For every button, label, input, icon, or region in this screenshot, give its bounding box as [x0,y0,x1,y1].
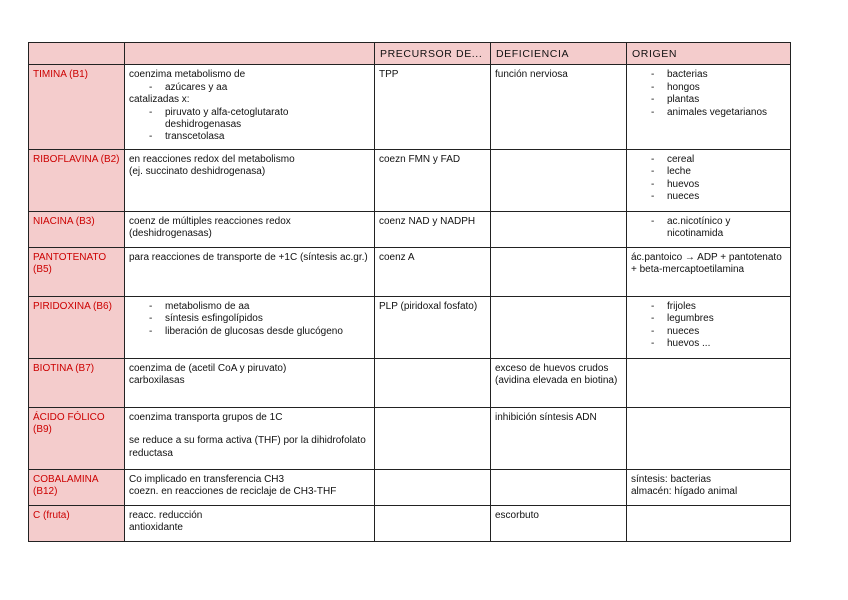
origen-cell [627,407,791,469]
description-cell [125,505,375,541]
origen-cell [627,296,791,358]
precursor-cell: PLP (piridoxal fosfato) [375,296,491,358]
header-deficiencia: DEFICIENCIA [491,43,627,65]
origen-list [631,301,786,351]
table-header-row [29,43,791,65]
list-item: - síntesis esfingolípidos [129,313,370,325]
origen-list [631,154,786,204]
vitamin-name: NIACINA (B3) [29,211,125,247]
deficiencia-cell [491,469,627,505]
description-line: coenzima metabolismo de [129,69,246,81]
description-cell [125,149,375,211]
precursor-cell [375,469,491,505]
deficiencia-cell: inhibición síntesis ADN [491,407,627,469]
description-list [129,82,370,94]
table-row [29,247,791,296]
list-item: - frijoles [631,301,786,313]
header-precursor: PRECURSOR DE... [375,43,491,65]
table-row [29,65,791,149]
description-line: Co implicado en transferencia CH3 [129,473,285,485]
list-item: - bacterias [631,69,786,81]
list-item: - huevos ... [631,338,786,350]
deficiencia-cell [491,247,627,296]
deficiencia-cell: exceso de huevos crudos (avidina elevada en biotina) [491,358,627,407]
origen-cell [627,65,791,149]
description-line: (deshidrogenasas) [129,228,212,240]
header-name [29,43,125,65]
list-item: - leche [631,166,786,178]
description-line: coezn. en reacciones de reciclaje de CH3-THF [129,486,337,498]
list-item: - ac.nicotínico y nicotinamida [631,216,786,241]
origen-cell [627,505,791,541]
description-cell [125,358,375,407]
description-cell [125,407,375,469]
list-item: - huevos [631,179,786,191]
vitamins-table [28,42,791,542]
list-item: - cereal [631,154,786,166]
table-row [29,296,791,358]
list-item: - plantas [631,94,786,106]
precursor-cell [375,358,491,407]
precursor-cell: coezn FMN y FAD [375,149,491,211]
description-line: antioxidante [129,522,183,534]
header-description [125,43,375,65]
origen-line: almacén: hígado animal [631,486,738,498]
list-item: - piruvato y alfa-cetoglutarato deshidrogenasas [129,107,370,132]
table-row [29,211,791,247]
list-item: - legumbres [631,313,786,325]
vitamin-name: COBALAMINA (B12) [29,469,125,505]
list-item: - nueces [631,326,786,338]
list-item: - hongos [631,82,786,94]
description-line: coenz de múltiples reacciones redox [129,215,291,227]
list-item: - metabolismo de aa [129,301,370,313]
vitamin-name: ÁCIDO FÓLICO (B9) [29,407,125,469]
table-row [29,407,791,469]
precursor-cell [375,505,491,541]
deficiencia-cell: escorbuto [491,505,627,541]
description-cell [125,247,375,296]
vitamin-name: BIOTINA (B7) [29,358,125,407]
deficiencia-cell [491,149,627,211]
origen-cell [627,469,791,505]
list-item: - nueces [631,191,786,203]
description-line: para reacciones de transporte de +1C (síntesis ac.gr.) [129,251,368,263]
origen-list [631,69,786,119]
origen-cell [627,149,791,211]
table-row [29,505,791,541]
description-line: coenzima de (acetil CoA y piruvato) [129,362,287,374]
vitamin-name: PIRIDOXINA (B6) [29,296,125,358]
origen-cell [627,358,791,407]
description-line: catalizadas x: [129,94,190,106]
deficiencia-cell [491,211,627,247]
table-row [29,469,791,505]
origen-line: síntesis: bacterias [631,473,712,485]
vitamin-name: C (fruta) [29,505,125,541]
description-line: en reacciones redox del metabolismo [129,153,295,165]
vitamin-name: RIBOFLAVINA (B2) [29,149,125,211]
origen-cell [627,247,791,296]
table-row [29,358,791,407]
description-line: reacc. reducción [129,509,203,521]
origen-line: ác.pantoico → ADP + pantotenato + beta-mercaptoetilamina [631,251,782,276]
description-cell [125,211,375,247]
list-item: - transcetolasa [129,131,370,143]
header-origen: ORIGEN [627,43,791,65]
description-cell [125,296,375,358]
description-line: coenzima transporta grupos de 1C [129,411,283,423]
deficiencia-cell: función nerviosa [491,65,627,149]
spacer [129,424,370,435]
list-item: - animales vegetarianos [631,107,786,119]
description-list [129,301,370,338]
description-line: carboxilasas [129,375,185,387]
precursor-cell: TPP [375,65,491,149]
description-cell [125,65,375,149]
precursor-cell [375,407,491,469]
origen-cell [627,211,791,247]
description-cell [125,469,375,505]
description-line: (ej. succinato deshidrogenasa) [129,166,266,178]
origen-list [631,216,786,241]
vitamin-name: PANTOTENATO (B5) [29,247,125,296]
description-line: se reduce a su forma activa (THF) por la dihidrofolato reductasa [129,435,366,459]
vitamin-name: TIMINA (B1) [29,65,125,149]
table-row [29,149,791,211]
precursor-cell: coenz A [375,247,491,296]
list-item: - azúcares y aa [129,82,370,94]
list-item: - liberación de glucosas desde glucógeno [129,326,370,338]
deficiencia-cell [491,296,627,358]
precursor-cell: coenz NAD y NADPH [375,211,491,247]
description-list [129,107,370,144]
